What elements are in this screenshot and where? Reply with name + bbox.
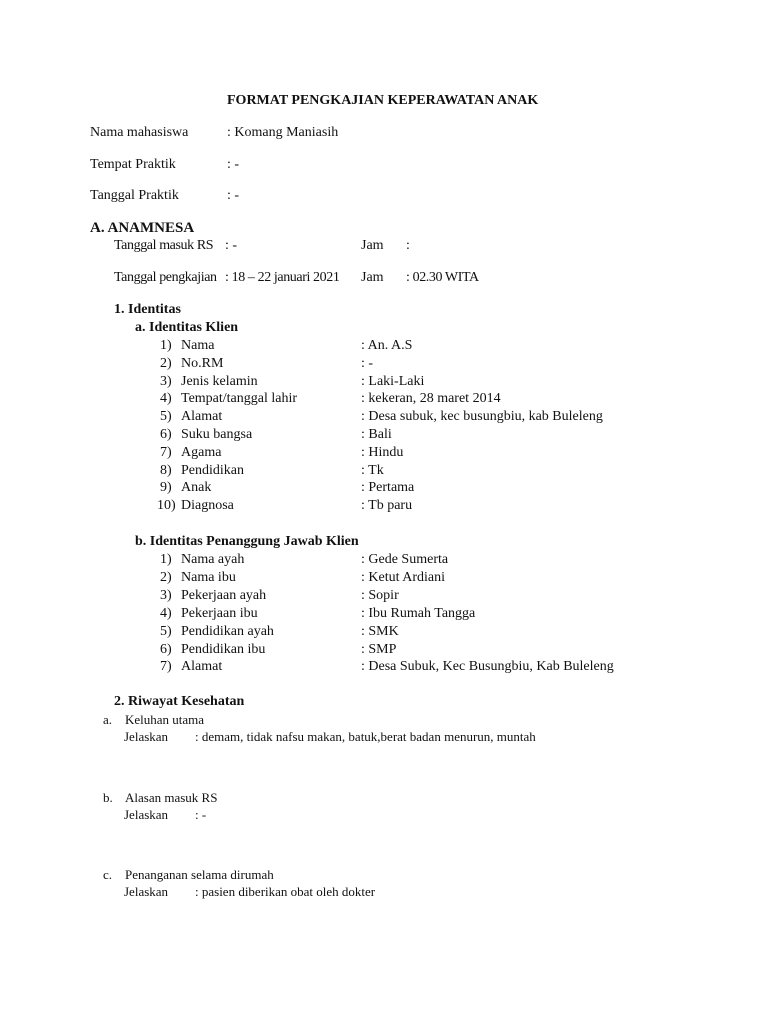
header-value-tempat-praktik: : - <box>227 157 240 172</box>
klien-row-label: Suku bangsa <box>181 427 253 442</box>
riwayat-item-jelaskan-label: Jelaskan <box>124 729 169 744</box>
header-label-tempat-praktik: Tempat Praktik <box>90 157 176 172</box>
klien-row-label: Anak <box>181 480 212 496</box>
riwayat-item-title: Penanganan selama dirumah <box>125 867 274 882</box>
klien-row-value: : Bali <box>361 427 392 442</box>
pj-row-number: 3) <box>160 587 172 603</box>
pj-row-number: 5) <box>160 623 172 639</box>
riwayat-item-title: Alasan masuk RS <box>125 790 218 805</box>
document-title: FORMAT PENGKAJIAN KEPERAWATAN ANAK <box>227 93 539 108</box>
riwayat-item-letter: c. <box>103 867 113 882</box>
pj-row-value: : SMK <box>361 623 399 639</box>
pj-row-label: Alamat <box>181 659 223 675</box>
pj-row-number: 6) <box>160 641 172 657</box>
riwayat-item-jelaskan-value: : demam, tidak nafsu makan, batuk,berat badan menurun, muntah <box>195 729 536 744</box>
pj-row-label: Pekerjaan ibu <box>181 605 258 621</box>
klien-row-number: 5) <box>160 409 172 425</box>
klien-row-label: Agama <box>181 444 222 460</box>
pj-row-label: Pekerjaan ayah <box>181 587 267 603</box>
klien-row-number: 9) <box>160 480 172 496</box>
identitas-klien-heading: a. Identitas Klien <box>135 320 239 335</box>
klien-row-number: 4) <box>160 391 172 407</box>
riwayat-item-letter: b. <box>103 790 113 805</box>
klien-row-label: Diagnosa <box>181 498 234 514</box>
pj-row-number: 1) <box>160 552 172 567</box>
riwayat-kesehatan-heading: 2. Riwayat Kesehatan <box>114 694 245 709</box>
header-label-nama-mahasiswa: Nama mahasiswa <box>90 125 189 140</box>
pj-row-label: Nama ayah <box>181 552 245 567</box>
klien-row-value: : Desa subuk, kec busungbiu, kab Buleleng <box>361 409 603 425</box>
jam-pengkajian-label: Jam <box>361 270 384 285</box>
penanggung-jawab-heading: b. Identitas Penanggung Jawab Klien <box>135 534 359 549</box>
header-label-tanggal-praktik: Tanggal Praktik <box>90 188 179 203</box>
header-value-tanggal-praktik: : - <box>227 188 240 203</box>
pj-row-number: 7) <box>160 659 172 675</box>
klien-row-number: 2) <box>160 355 172 371</box>
klien-row-value: : Tk <box>361 462 384 478</box>
riwayat-item-letter: a. <box>103 712 113 727</box>
klien-row-number: 10) <box>157 498 176 514</box>
klien-row-value: : Hindu <box>361 444 404 460</box>
riwayat-item-jelaskan-label: Jelaskan <box>124 807 169 822</box>
klien-row-label: Nama <box>181 338 215 353</box>
tanggal-masuk-value: : - <box>225 238 238 253</box>
riwayat-item-jelaskan-value: : pasien diberikan obat oleh dokter <box>195 884 376 899</box>
klien-row-label: No.RM <box>181 355 224 371</box>
pj-row-label: Pendidikan ibu <box>181 641 266 657</box>
pj-row-number: 2) <box>160 569 172 585</box>
klien-row-value: : Laki-Laki <box>361 373 425 389</box>
klien-row-value: : - <box>361 355 374 371</box>
pj-row-value: : Sopir <box>361 587 399 603</box>
pj-row-value: : Gede Sumerta <box>361 552 449 567</box>
tanggal-pengkajian-label: Tanggal pengkajian <box>114 270 217 285</box>
klien-row-number: 7) <box>160 444 172 460</box>
pj-row-label: Pendidikan ayah <box>181 623 274 639</box>
klien-row-label: Pendidikan <box>181 462 244 478</box>
klien-row-number: 3) <box>160 373 172 389</box>
pj-row-value: : Ketut Ardiani <box>361 569 445 585</box>
section-a-heading: A. ANAMNESA <box>90 220 195 236</box>
riwayat-item-jelaskan-value: : - <box>195 807 207 822</box>
riwayat-item-title: Keluhan utama <box>125 712 205 727</box>
klien-row-value: : Pertama <box>361 480 415 496</box>
jam-masuk-label: Jam <box>361 238 384 253</box>
klien-row-label: Jenis kelamin <box>181 373 258 389</box>
header-value-nama-mahasiswa: : Komang Maniasih <box>227 125 339 140</box>
klien-row-label: Tempat/tanggal lahir <box>181 391 298 407</box>
pj-row-value: : SMP <box>361 641 397 657</box>
pj-row-value: : Desa Subuk, Kec Busungbiu, Kab Buleleng <box>361 659 614 675</box>
klien-row-value: : kekeran, 28 maret 2014 <box>361 391 501 407</box>
klien-row-number: 8) <box>160 462 172 478</box>
pj-row-label: Nama ibu <box>181 569 236 585</box>
klien-row-value: : Tb paru <box>361 498 413 514</box>
riwayat-item-jelaskan-label: Jelaskan <box>124 884 169 899</box>
tanggal-masuk-label: Tanggal masuk RS <box>114 238 214 253</box>
pj-row-number: 4) <box>160 605 172 621</box>
klien-row-number: 1) <box>160 338 172 353</box>
jam-pengkajian-value: : 02.30 WITA <box>406 270 479 285</box>
jam-masuk-value: : <box>406 238 410 253</box>
identitas-heading: 1. Identitas <box>114 302 181 317</box>
klien-row-number: 6) <box>160 427 172 442</box>
klien-row-label: Alamat <box>181 409 223 425</box>
klien-row-value: : An. A.S <box>361 338 413 353</box>
pj-row-value: : Ibu Rumah Tangga <box>361 605 476 621</box>
tanggal-pengkajian-value: : 18 – 22 januari 2021 <box>225 270 340 285</box>
